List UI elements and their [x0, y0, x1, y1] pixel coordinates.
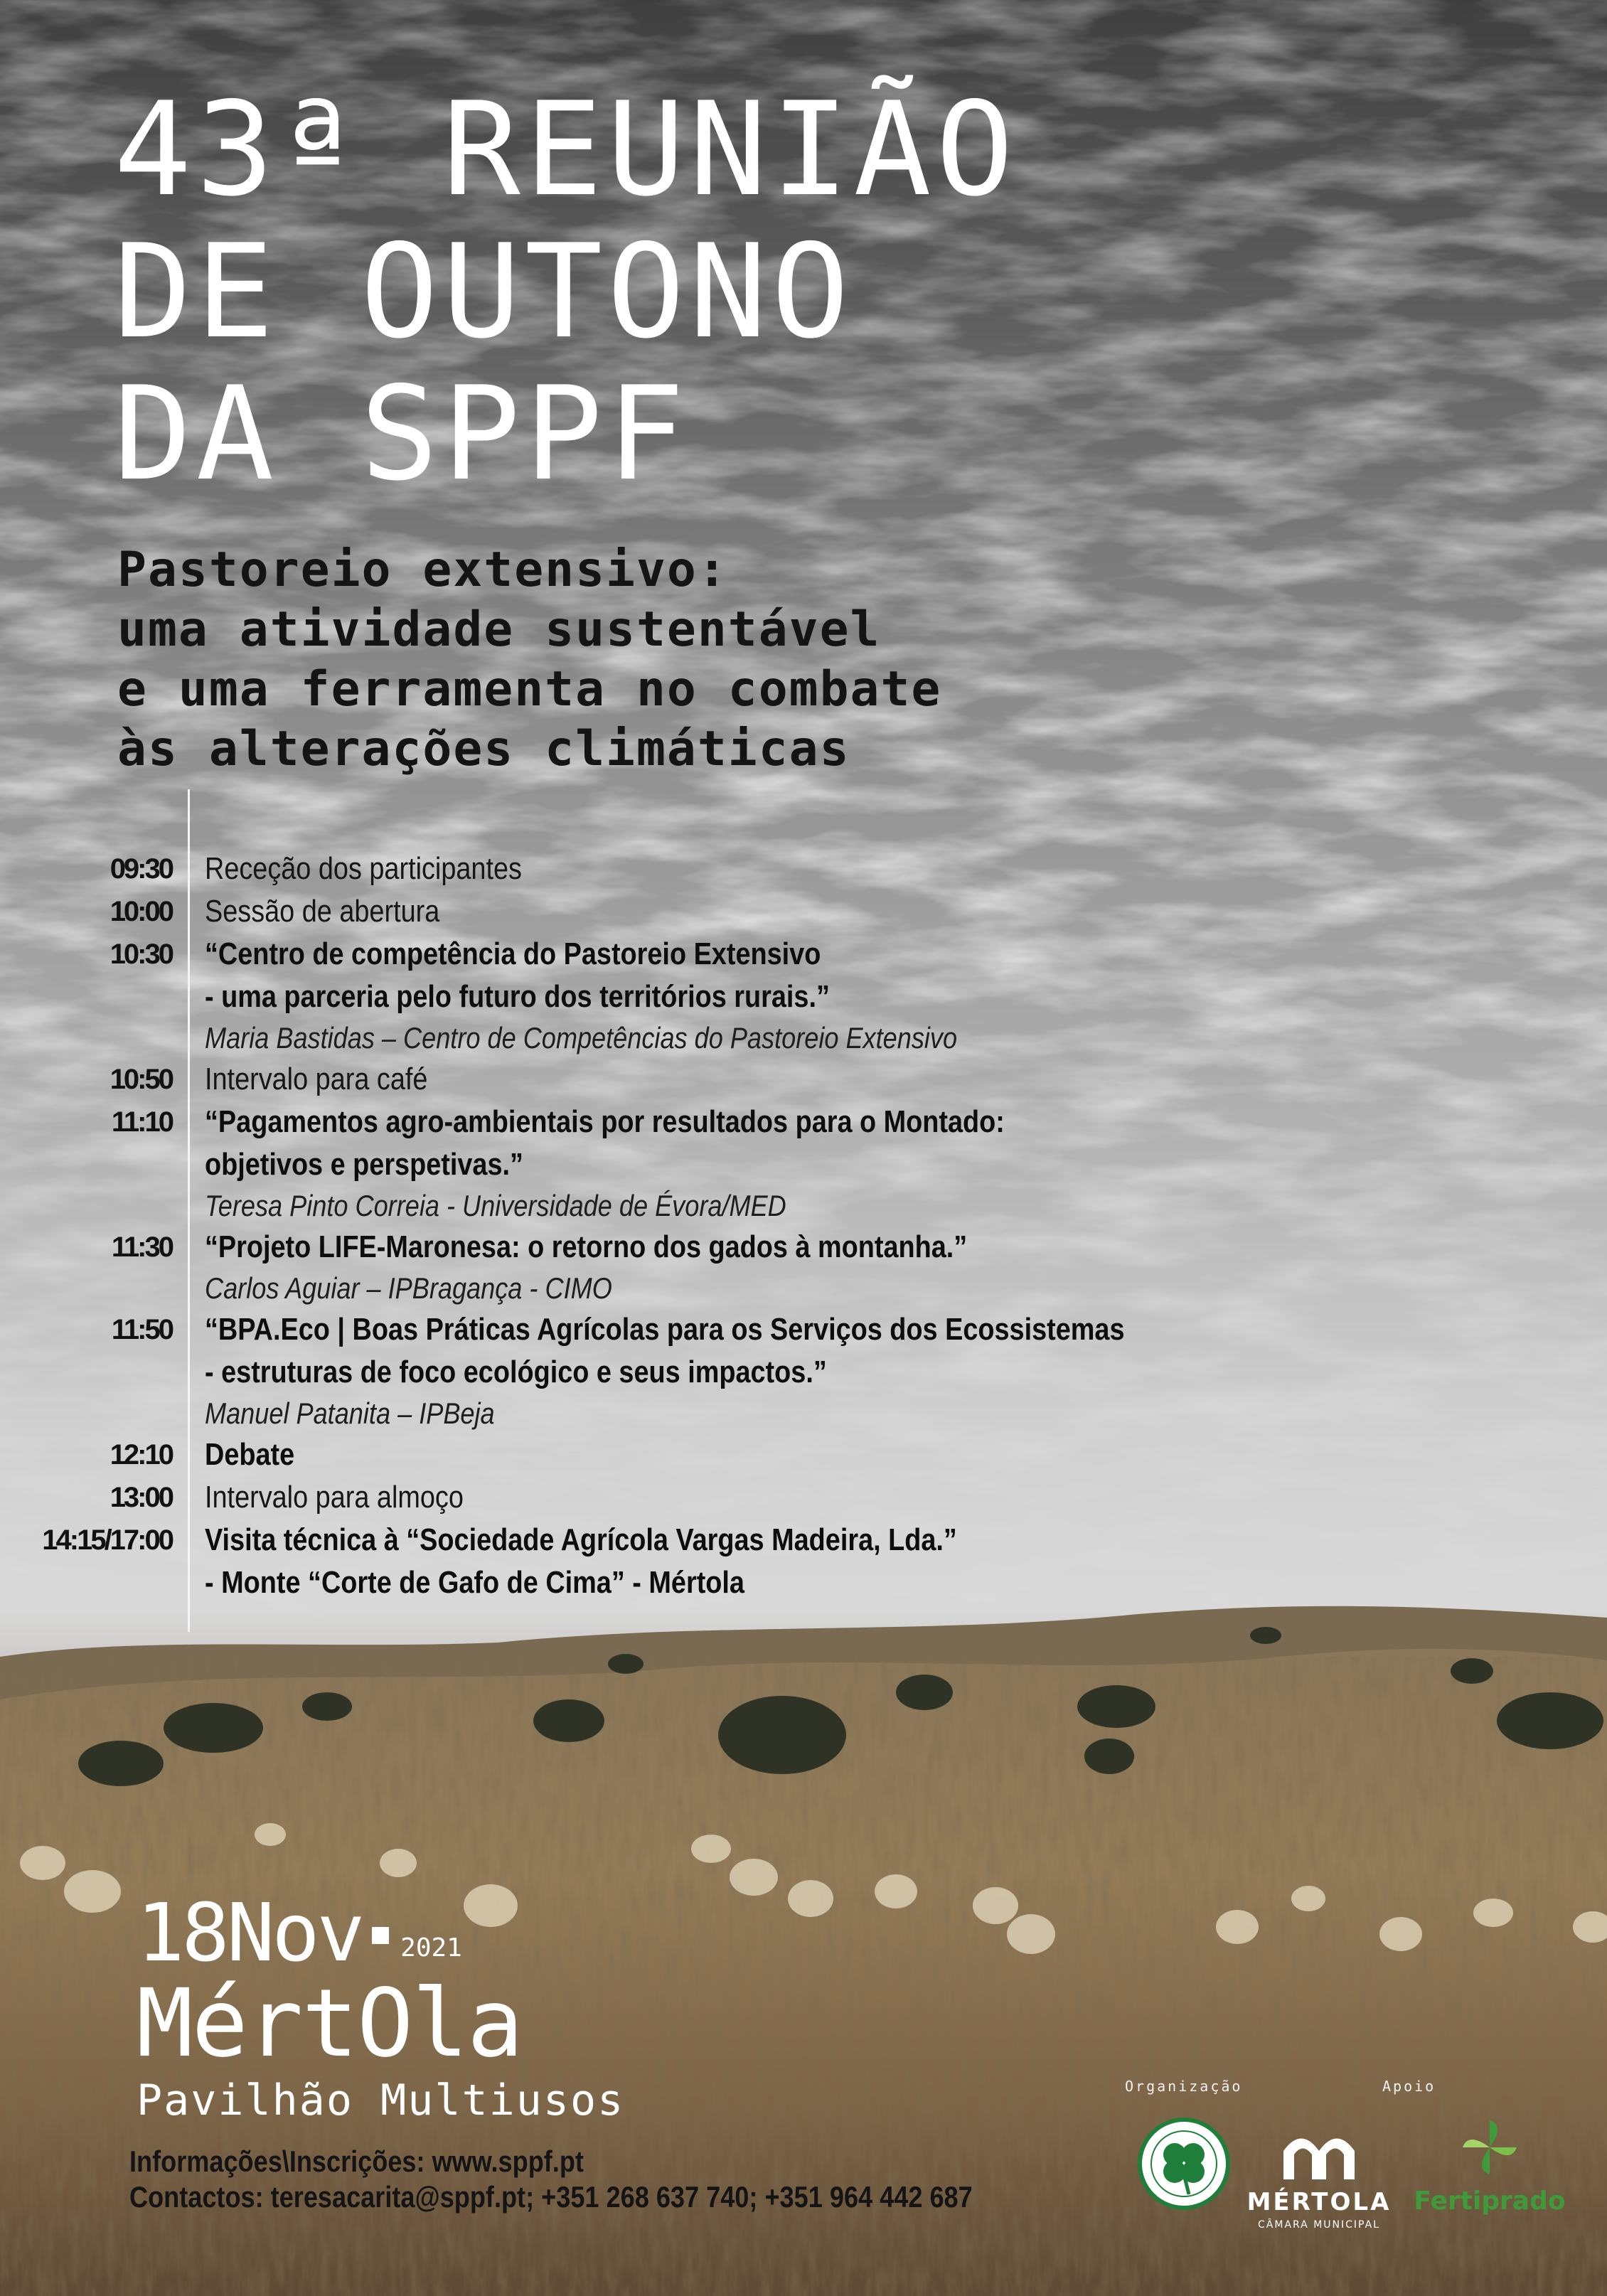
- programme-time: 14:15/17:00: [42, 1525, 172, 1556]
- programme-description: [205, 1433, 1351, 1476]
- programme-item: [0, 1519, 1351, 1604]
- speaker-line: Maria Bastidas – Centro de Competências do Pastoreio Extensivo: [205, 1021, 958, 1054]
- programme-line: “Projeto LIFE-Maronesa: o retorno dos gados à montanha.”: [205, 1229, 968, 1264]
- event-date-location: [137, 1887, 625, 2126]
- programme-item: [0, 890, 1351, 933]
- theme-line-1: Pastoreio extensivo:: [117, 542, 728, 598]
- speaker-line: Teresa Pinto Correia - Universidade de Évora/MED: [205, 1189, 786, 1222]
- event-year: 2021: [400, 1933, 462, 1963]
- programme-item: [0, 1058, 1351, 1101]
- title-line-3: DA SPPF: [114, 358, 690, 509]
- programme-item: [0, 1433, 1351, 1476]
- programme-line: Receção dos participantes: [205, 851, 522, 886]
- programme-line: - Monte “Corte de Gafo de Cima” - Mértola: [205, 1565, 744, 1600]
- programme-item: [0, 1101, 1351, 1226]
- programme-time: 11:10: [111, 1106, 172, 1138]
- programme-description: [205, 933, 1351, 1058]
- programme-time: 11:50: [111, 1314, 172, 1345]
- programme-description: [205, 1058, 1351, 1101]
- programme-item: [0, 1476, 1351, 1519]
- programme-line: Visita técnica à “Sociedade Agrícola Vargas Madeira, Lda.”: [205, 1522, 957, 1557]
- theme-line-4: às alterações climáticas: [117, 721, 850, 777]
- title-line-2: DE OUTONO: [114, 216, 854, 367]
- programme-time: 11:30: [111, 1232, 172, 1263]
- programme-time: 10:30: [110, 939, 172, 970]
- registration-info: Informações\Inscrições: www.sppf.pt: [129, 2145, 584, 2178]
- programme-item: [0, 933, 1351, 1058]
- programme-line: “Centro de competência do Pastoreio Extensivo: [205, 936, 821, 971]
- event-venue: Pavilhão Multiusos: [137, 2076, 625, 2125]
- mertola-name: MÉRTOLA: [1246, 2188, 1392, 2216]
- programme-description: [205, 1308, 1351, 1433]
- programme-time: 10:00: [110, 896, 172, 927]
- theme-line-2: uma atividade sustentável: [117, 602, 881, 658]
- speaker-line: Manuel Patanita – IPBeja: [205, 1397, 495, 1430]
- programme-line: Intervalo para almoço: [205, 1480, 464, 1515]
- programme-description: [205, 1101, 1351, 1226]
- pinwheel-icon: [1404, 2115, 1575, 2186]
- programme-time: 13:00: [110, 1482, 172, 1513]
- programme-item: [0, 1308, 1351, 1433]
- clover-icon: [1138, 2110, 1230, 2217]
- fertiprado-logo: [1404, 2115, 1575, 2236]
- programme-description: [205, 848, 1351, 890]
- contact-details: Contactos: teresacarita@sppf.pt; +351 268 637 740; +351 964 442 687: [129, 2180, 973, 2214]
- programme-description: [205, 1476, 1351, 1519]
- date-row: [137, 1887, 624, 1980]
- programme-line: - uma parceria pelo futuro dos territórios rurais.”: [205, 979, 830, 1014]
- programme-line: Debate: [205, 1437, 295, 1472]
- fertiprado-name: Fertiprado: [1414, 2186, 1566, 2216]
- programme-line: Sessão de abertura: [205, 894, 440, 929]
- programme-time: 12:10: [110, 1439, 172, 1470]
- organization-label: Organização: [1125, 2078, 1243, 2095]
- mertola-logo: [1244, 2123, 1394, 2236]
- programme-item: [0, 1226, 1351, 1308]
- programme-description: [205, 890, 1351, 933]
- mertola-subtitle: CÂMARA MUNICIPAL: [1258, 2219, 1380, 2231]
- programme-line: “BPA.Eco | Boas Práticas Agrícolas para os Serviços dos Ecossistemas: [205, 1312, 1125, 1347]
- event-title: [114, 74, 1018, 509]
- programme-time: 10:50: [110, 1064, 172, 1095]
- programme-description: [205, 1226, 1351, 1308]
- speaker-line: Carlos Aguiar – IPBragança - CIMO: [205, 1271, 612, 1305]
- event-date: 18Nov: [137, 1887, 363, 1980]
- title-line-1: 43ª REUNIÃO: [114, 74, 1018, 225]
- arch-icon: [1244, 2123, 1394, 2186]
- programme-line: - estruturas de foco ecológico e seus impactos.”: [205, 1355, 827, 1389]
- support-label: Apoio: [1382, 2078, 1436, 2095]
- programme-line: “Pagamentos agro-ambientais por resultados para o Montado:: [205, 1104, 1005, 1139]
- theme-line-3: e uma ferramenta no combate: [117, 661, 942, 717]
- programme-line: objetivos e perspetivas.”: [205, 1147, 523, 1182]
- contact-info: [129, 2144, 1110, 2215]
- dot-separator: [372, 1927, 389, 1944]
- programme-line: Intervalo para café: [205, 1062, 428, 1096]
- programme-description: [205, 1519, 1351, 1604]
- event-theme: [117, 540, 941, 779]
- programme-time: 09:30: [110, 853, 172, 885]
- event-city: MértOla: [137, 1969, 523, 2078]
- programme-item: [0, 848, 1351, 890]
- programme-schedule: [0, 848, 1351, 1604]
